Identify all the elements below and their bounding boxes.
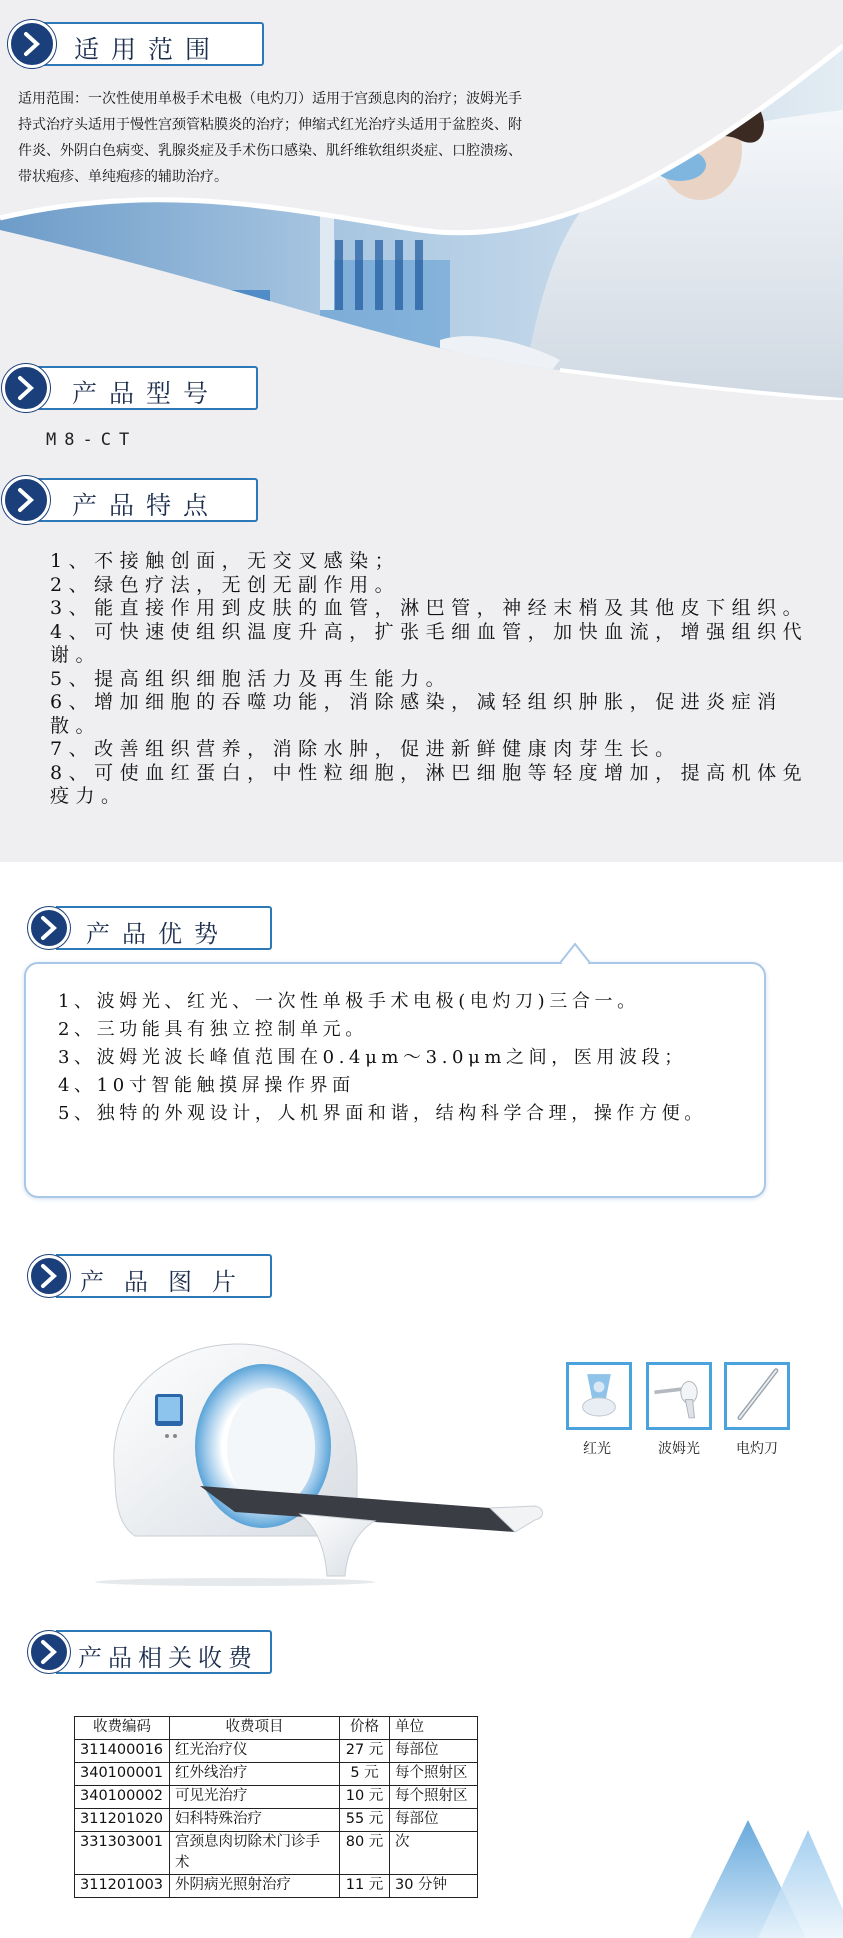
feature-item: 1、不接触创面，无交叉感染； [50, 550, 401, 572]
section-header-features [2, 478, 258, 522]
fee-price: 11 元 [340, 1875, 390, 1898]
electrocautery-knife-image [724, 1362, 790, 1430]
column-header: 价格 [340, 1717, 390, 1740]
chevron-right-icon [28, 1255, 70, 1297]
callout-notch [560, 942, 590, 964]
feature-item: 8、可使血红蛋白，中性粒细胞，淋巴细胞等轻度增加，提高机体免疫力。 [50, 761, 809, 807]
fee-code: 340100001 [75, 1763, 170, 1786]
fee-price: 27 元 [340, 1740, 390, 1763]
fee-item: 外阴病光照射治疗 [170, 1875, 340, 1898]
table-row [75, 1875, 478, 1898]
section-title: 产品图片 [80, 1268, 256, 1296]
section-header-fees [28, 1630, 284, 1674]
fee-price: 10 元 [340, 1786, 390, 1809]
fee-item: 可见光治疗 [170, 1786, 340, 1809]
chevron-right-icon [8, 20, 56, 68]
fee-unit: 次 [390, 1832, 478, 1875]
chevron-right-icon [28, 1631, 70, 1673]
table-row [75, 1832, 478, 1875]
fee-item: 红光治疗仪 [170, 1740, 340, 1763]
fee-unit: 每个照射区 [390, 1763, 478, 1786]
fee-unit: 30 分钟 [390, 1875, 478, 1898]
feature-item: 7、改善组织营养，消除水肿，促进新鲜健康肉芽生长。 [50, 738, 681, 760]
fee-price: 55 元 [340, 1809, 390, 1832]
advantage-item: 4、10寸智能触摸屏操作界面 [58, 1075, 355, 1096]
advantage-item: 3、波姆光波长峰值范围在0.4μm～3.0μm之间，医用波段； [58, 1047, 687, 1068]
fee-price: 80 元 [340, 1832, 390, 1875]
fee-unit: 每部位 [390, 1740, 478, 1763]
fee-unit: 每个照射区 [390, 1786, 478, 1809]
section-title: 产品相关收费 [78, 1644, 258, 1672]
column-header: 单位 [390, 1717, 478, 1740]
decorative-triangles [680, 1820, 843, 1938]
chevron-right-icon [28, 907, 70, 949]
accessory-label: 红光 [583, 1441, 611, 1457]
scope-description: 适用范围：一次性使用单极手术电极（电灼刀）适用于宫颈息肉的治疗；波姆光手持式治疗头适用于慢性宫颈管粘膜炎的治疗；伸缩式红光治疗头适用于盆腔炎、附件炎、外阴白色病变、乳腺炎症及手术伤口感染、肌纤维软组织炎症、口腔溃疡、带状疱疹、单纯疱疹的辅助治疗。 [18, 91, 522, 185]
table-row [75, 1740, 478, 1763]
fee-unit: 每部位 [390, 1809, 478, 1832]
fee-code: 311400016 [75, 1740, 170, 1763]
feature-item: 3、能直接作用到皮肤的血管，淋巴管，神经末梢及其他皮下组织。 [50, 597, 809, 619]
fee-code: 311201020 [75, 1809, 170, 1832]
table-header-row [75, 1717, 478, 1740]
fee-price: 5 元 [340, 1763, 390, 1786]
fee-item: 红外线治疗 [170, 1763, 340, 1786]
feature-item: 5、提高组织细胞活力及再生能力。 [50, 667, 452, 690]
feature-item: 6、增加细胞的吞噬功能，消除感染，减轻组织肿胀，促进炎症消散。 [50, 691, 783, 737]
section-title: 产品特点 [72, 491, 221, 520]
fee-item: 妇科特殊治疗 [170, 1809, 340, 1832]
accessory-label: 电灼刀 [736, 1441, 778, 1457]
section-header-scope [8, 22, 264, 66]
fee-code: 311201003 [75, 1875, 170, 1898]
fee-code: 340100002 [75, 1786, 170, 1809]
table-row [75, 1763, 478, 1786]
feature-item: 2、绿色疗法，无创无副作用。 [50, 573, 401, 596]
red-light-head-image [566, 1362, 632, 1430]
column-header: 收费编码 [75, 1717, 170, 1740]
table-row [75, 1786, 478, 1809]
chevron-right-icon [2, 476, 50, 524]
advantage-item: 5、独特的外观设计，人机界面和谐，结构科学合理，操作方便。 [58, 1103, 707, 1124]
bohm-light-head-image [646, 1362, 712, 1430]
accessory-label: 波姆光 [658, 1441, 700, 1457]
section-title: 产品型号 [72, 379, 221, 408]
chevron-right-icon [2, 364, 50, 412]
section-title: 产品优势 [86, 920, 230, 948]
table-row [75, 1809, 478, 1832]
advantage-item: 1、波姆光、红光、一次性单极手术电极(电灼刀)三合一。 [58, 991, 640, 1012]
therapy-machine-image [95, 1336, 555, 1586]
section-title: 适用范围 [74, 35, 223, 64]
column-header: 收费项目 [170, 1717, 340, 1740]
advantages-list [58, 988, 748, 1128]
section-header-advantages [28, 906, 284, 950]
section-header-model [2, 366, 258, 410]
features-list [50, 550, 820, 809]
advantage-item: 2、三功能具有独立控制单元。 [58, 1019, 368, 1040]
model-number: M8-CT [46, 430, 138, 450]
fee-item: 宫颈息肉切除术门诊手术 [170, 1832, 340, 1875]
section-header-pictures [28, 1254, 284, 1298]
fee-code: 331303001 [75, 1832, 170, 1875]
feature-item: 4、可快速使组织温度升高，扩张毛细血管，加快血流，增强组织代谢。 [50, 620, 809, 666]
fee-table [74, 1716, 478, 1898]
